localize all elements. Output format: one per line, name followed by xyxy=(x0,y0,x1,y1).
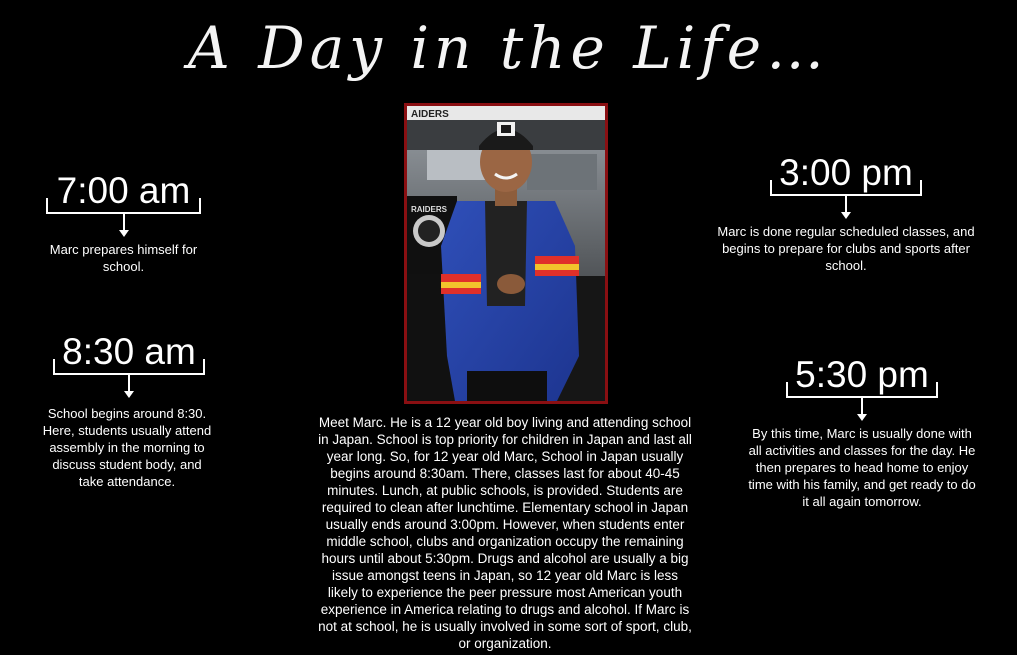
time-description: Marc is done regular scheduled classes, and begins to prepare for clubs and sports after school. xyxy=(717,224,975,273)
portrait-photo xyxy=(404,103,608,404)
down-arrow-icon xyxy=(770,196,922,220)
time-description: By this time, Marc is usually done with all activities and classes for the day. He then prepares to head home to enjoy time with his family, and get ready to do it all again tomorrow. xyxy=(748,426,976,509)
time-label: 7:00 am xyxy=(56,170,191,211)
time-bracket xyxy=(53,359,205,375)
time-label: 3:00 pm xyxy=(779,152,913,193)
time-bracket xyxy=(46,198,201,214)
down-arrow-icon xyxy=(46,214,201,238)
slide-title: A Day in the Life… xyxy=(187,14,830,82)
time-bracket xyxy=(786,382,938,398)
time-label: 5:30 pm xyxy=(795,354,929,395)
time-label: 8:30 am xyxy=(62,331,196,372)
timeline-entry-1500 xyxy=(717,152,975,274)
time-description: School begins around 8:30. Here, students usually attend assembly in the morning to discuss student body, and take attendance. xyxy=(42,406,212,489)
timeline-entry-1730 xyxy=(748,354,976,510)
raiders-logo-text: RAIDERS xyxy=(411,205,448,214)
timeline-entry-0830 xyxy=(42,331,212,490)
time-bracket xyxy=(770,180,922,196)
down-arrow-icon xyxy=(786,398,938,422)
down-arrow-icon xyxy=(53,375,205,399)
background-sign-text: AIDERS xyxy=(411,109,449,120)
main-description: Meet Marc. He is a 12 year old boy living and attending school in Japan. School is top priority for children in Japan and last all year long. So, for 12 year old Marc, School in Japan usually begins around 8:30am. There, classes last for about 40-45 minutes. Lunch, at public schools, is provided. Students are required to clean after lunchtime. Elementary school in Japan usually ends around 3:00pm. However, when students enter middle school, clubs and organization occupy the remaining hours until about 5:30pm. Drugs and alcohol are usually a big issue amongst teens in Japan, so 12 year old Marc is less likely to experience the peer pressure most American youth experience in America relating to drugs and alcohol. If Marc is not at school, he is usually involved in some sort of sport, club, or organization. xyxy=(318,415,692,651)
timeline-entry-0700 xyxy=(46,170,201,275)
time-description: Marc prepares himself for school. xyxy=(49,242,198,274)
